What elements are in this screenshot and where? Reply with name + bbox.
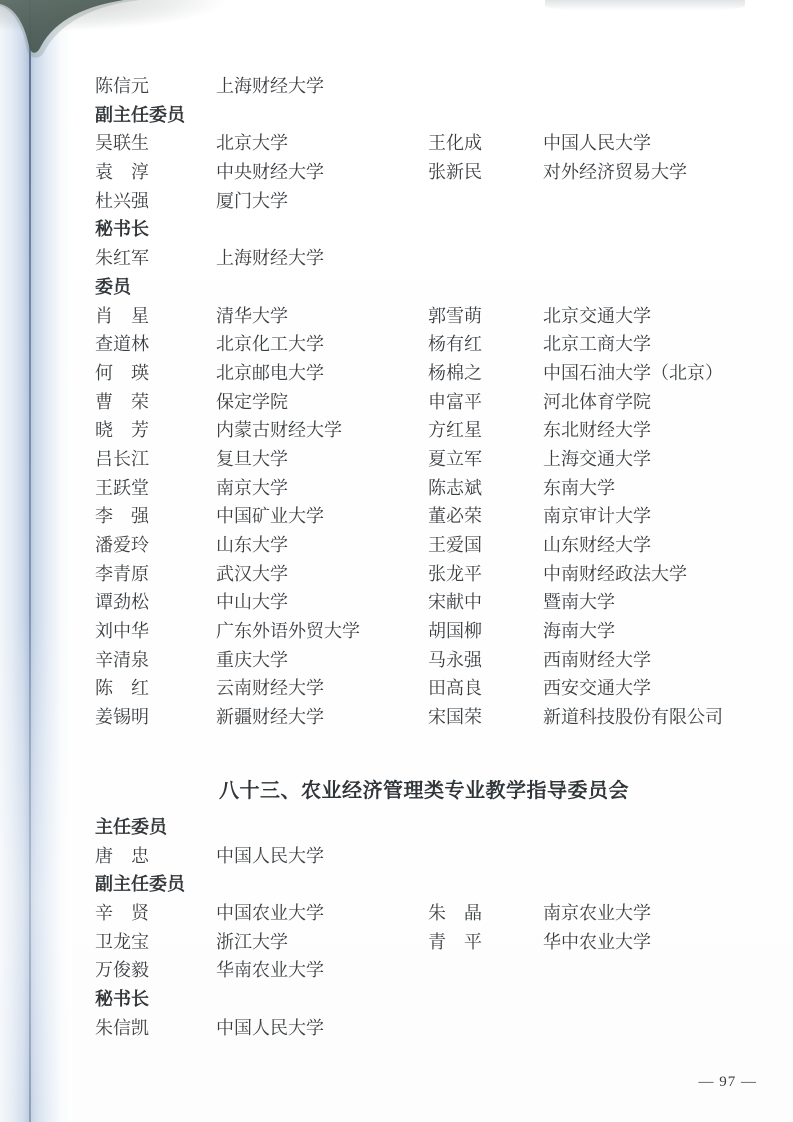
member-org: 广东外语外贸大学 (216, 621, 360, 642)
member-org: 西安交通大学 (543, 678, 651, 699)
member-name: 晓 芳 (95, 420, 149, 441)
member-name: 夏立军 (428, 448, 482, 469)
role-label: 主任委员 (95, 816, 167, 837)
member-row (95, 646, 753, 675)
member-row (95, 330, 753, 359)
member-org: 复旦大学 (216, 448, 288, 469)
scan-smudge (545, 0, 745, 12)
member-name: 万俊毅 (95, 960, 149, 981)
member-org: 山东大学 (216, 535, 288, 555)
member-name: 辛 贤 (95, 902, 149, 923)
page-corner-fold (0, 0, 150, 62)
member-org: 山东财经大学 (543, 535, 651, 555)
member-org: 云南财经大学 (216, 678, 324, 699)
role-label: 副主任委员 (95, 874, 185, 895)
member-name: 马永强 (428, 649, 482, 670)
member-name: 胡国柳 (428, 621, 482, 642)
member-org: 河北体育学院 (543, 391, 651, 412)
member-org: 东北财经大学 (543, 420, 651, 441)
member-org: 北京交通大学 (543, 305, 651, 326)
member-org: 浙江大学 (216, 931, 288, 952)
member-row (95, 474, 753, 503)
member-org: 暨南大学 (543, 592, 615, 613)
member-name: 方红星 (428, 420, 482, 441)
member-name: 宋献中 (428, 592, 482, 613)
member-org: 保定学院 (216, 391, 288, 412)
member-row (95, 842, 753, 871)
member-row (95, 531, 753, 560)
member-org: 中国人民大学 (543, 133, 651, 154)
member-name: 唐 忠 (95, 845, 149, 866)
member-org: 中国矿业大学 (216, 506, 324, 527)
member-org: 北京大学 (216, 133, 288, 154)
member-row (95, 617, 753, 646)
member-org: 中国人民大学 (216, 1017, 324, 1038)
member-row (95, 302, 753, 331)
member-org: 中国石油大学（北京） (543, 362, 723, 383)
member-row (95, 560, 753, 589)
member-name: 潘爱玲 (95, 535, 149, 555)
member-name: 王跃堂 (95, 477, 149, 498)
member-name: 朱信凯 (95, 1017, 149, 1038)
member-name: 肖 星 (95, 305, 149, 326)
member-name: 李青原 (95, 563, 149, 584)
member-name: 申富平 (428, 391, 482, 412)
member-org: 南京农业大学 (543, 902, 651, 923)
member-org: 新道科技股份有限公司 (543, 707, 723, 728)
member-row (95, 1014, 753, 1043)
member-name: 辛清泉 (95, 649, 149, 670)
member-org: 华南农业大学 (216, 960, 324, 981)
member-org: 上海交通大学 (543, 448, 651, 469)
member-name: 陈信元 (95, 76, 149, 96)
member-name: 李 强 (95, 506, 149, 527)
role-label: 副主任委员 (95, 104, 185, 125)
document-body (95, 72, 753, 1042)
member-name: 何 瑛 (95, 362, 149, 383)
member-org: 东南大学 (543, 477, 615, 498)
member-row (95, 445, 753, 474)
member-row (95, 129, 753, 158)
member-row (95, 956, 753, 985)
member-name: 吴联生 (95, 133, 149, 154)
member-name: 曹 荣 (95, 391, 149, 412)
member-org: 上海财经大学 (216, 248, 324, 269)
page-binding-fade (0, 0, 72, 1122)
member-org: 西南财经大学 (543, 649, 651, 670)
member-row (95, 674, 753, 703)
member-name: 刘中华 (95, 621, 149, 642)
member-name: 杨棉之 (428, 362, 482, 383)
member-name: 卫龙宝 (95, 931, 149, 952)
member-row (95, 158, 753, 187)
member-org: 中央财经大学 (216, 162, 324, 183)
member-row (95, 187, 753, 216)
member-name: 张龙平 (428, 563, 482, 584)
member-org: 南京审计大学 (543, 506, 651, 527)
member-name: 田高良 (428, 678, 482, 699)
member-name: 杨有红 (428, 334, 482, 355)
member-name: 郭雪萌 (428, 305, 482, 326)
member-org: 南京大学 (216, 477, 288, 498)
member-name: 宋国荣 (428, 707, 482, 728)
member-org: 北京工商大学 (543, 334, 651, 355)
member-row (95, 703, 753, 732)
member-name: 陈志斌 (428, 477, 482, 498)
member-name: 杜兴强 (95, 190, 149, 211)
member-row (95, 899, 753, 928)
member-org: 北京邮电大学 (216, 362, 324, 383)
member-name: 张新民 (428, 162, 482, 183)
member-name: 查道林 (95, 334, 149, 355)
member-row (95, 502, 753, 531)
member-org: 北京化工大学 (216, 334, 324, 355)
member-org: 清华大学 (216, 305, 288, 326)
member-row (95, 244, 753, 273)
member-name: 朱 晶 (428, 902, 482, 923)
member-org: 中国人民大学 (216, 845, 324, 866)
member-org: 中山大学 (216, 592, 288, 613)
member-row (95, 72, 753, 101)
member-name: 吕长江 (95, 448, 149, 469)
member-org: 武汉大学 (216, 563, 288, 584)
role-label: 秘书长 (95, 219, 149, 240)
member-name: 谭劲松 (95, 592, 149, 613)
member-org: 中国农业大学 (216, 902, 324, 923)
member-org: 上海财经大学 (216, 76, 324, 96)
member-row (95, 359, 753, 388)
member-name: 青 平 (428, 931, 482, 952)
member-org: 内蒙古财经大学 (216, 420, 342, 441)
page-number: — 97 — (698, 1074, 757, 1090)
role-label: 秘书长 (95, 988, 149, 1009)
member-org: 海南大学 (543, 621, 615, 642)
member-org: 对外经济贸易大学 (543, 162, 687, 183)
member-org: 华中农业大学 (543, 931, 651, 952)
member-row (95, 588, 753, 617)
member-org: 中南财经政法大学 (543, 563, 687, 584)
member-name: 朱红军 (95, 248, 149, 269)
member-org: 重庆大学 (216, 649, 288, 670)
member-name: 袁 淳 (95, 162, 149, 183)
member-row (95, 416, 753, 445)
role-label: 委员 (95, 276, 131, 297)
member-name: 王爱国 (428, 535, 482, 555)
member-name: 姜锡明 (95, 707, 149, 728)
member-org: 新疆财经大学 (216, 707, 324, 728)
member-name: 董必荣 (428, 506, 482, 527)
section-heading: 八十三、农业经济管理类专业教学指导委员会 (219, 779, 629, 802)
member-row (95, 928, 753, 957)
member-row (95, 388, 753, 417)
member-name: 陈 红 (95, 678, 149, 699)
member-name: 王化成 (428, 133, 482, 154)
member-org: 厦门大学 (216, 190, 288, 211)
